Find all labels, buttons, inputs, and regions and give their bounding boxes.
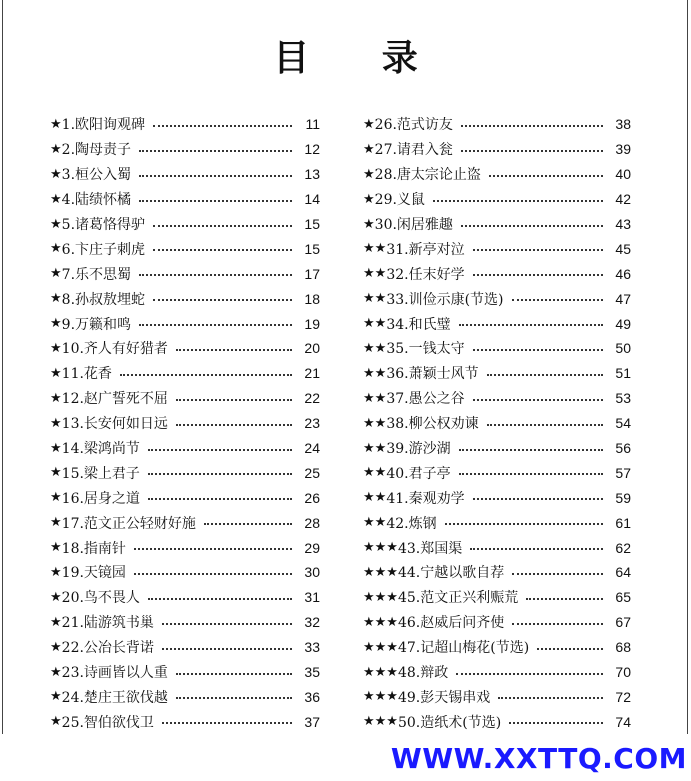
toc-entry — [50, 535, 320, 560]
difficulty-stars: ★★★ — [363, 714, 398, 730]
dot-leader — [487, 423, 603, 426]
dot-leader — [148, 448, 292, 451]
toc-entry-title: 4.陆绩怀橘 — [61, 192, 132, 209]
dot-leader — [162, 622, 292, 625]
difficulty-stars: ★ — [363, 216, 375, 232]
toc-page-number: 57 — [615, 464, 631, 481]
toc-entry — [50, 660, 320, 685]
toc-entry — [50, 460, 320, 485]
dot-leader — [176, 423, 292, 426]
toc-entry-title: 5.诸葛恪得驴 — [61, 217, 146, 233]
dot-leader — [148, 472, 292, 475]
toc-page-number: 50 — [615, 340, 631, 357]
difficulty-stars: ★ — [50, 216, 62, 232]
difficulty-stars: ★★ — [363, 440, 387, 456]
difficulty-stars: ★ — [50, 166, 62, 182]
toc-entry-title: 13.长安何如日远 — [61, 416, 168, 433]
dot-leader — [139, 273, 292, 276]
dot-leader — [473, 273, 603, 276]
toc-page-number: 38 — [615, 116, 631, 133]
toc-entry-title: 14.梁鸿尚节 — [61, 441, 140, 458]
toc-entry — [363, 535, 631, 560]
toc-entry — [50, 485, 320, 510]
dot-leader — [461, 124, 603, 127]
dot-leader — [459, 472, 603, 475]
dot-leader — [120, 373, 292, 376]
difficulty-stars: ★ — [50, 639, 62, 655]
toc-entry-title: 29.义鼠 — [374, 192, 425, 209]
toc-entry — [363, 709, 631, 734]
difficulty-stars: ★ — [50, 465, 62, 481]
difficulty-stars: ★★ — [363, 515, 387, 531]
dot-leader — [473, 348, 603, 351]
toc-entry-title: 37.愚公之谷 — [386, 391, 465, 408]
dot-leader — [139, 199, 292, 202]
dot-leader — [512, 622, 603, 625]
toc-entry — [50, 436, 320, 461]
dot-leader — [509, 721, 603, 724]
dot-leader — [162, 647, 292, 650]
toc-entry — [50, 137, 320, 162]
toc-page-number: 70 — [615, 664, 631, 681]
toc-entry — [363, 261, 631, 286]
toc-entry — [363, 336, 631, 361]
toc-page-number: 54 — [615, 415, 631, 432]
toc-entry — [363, 660, 631, 685]
toc-entry-title: 6.卞庄子刺虎 — [61, 241, 146, 258]
toc-page-number: 23 — [304, 415, 320, 432]
toc-entry-title: 10.齐人有好猎者 — [61, 341, 168, 358]
dot-leader — [461, 224, 603, 227]
dot-leader — [459, 448, 603, 451]
toc-entry-title: 19.天镜园 — [61, 565, 126, 582]
toc-entry-title: 2.陶母责子 — [61, 142, 132, 159]
toc-page-number: 15 — [304, 216, 320, 232]
dot-leader — [537, 647, 603, 650]
toc-entry-title: 26.范式访友 — [374, 117, 453, 134]
toc-page-number: 22 — [304, 390, 320, 407]
site-watermark: WWW.XXTTQ.COM — [390, 742, 687, 775]
difficulty-stars: ★★★ — [363, 564, 398, 580]
toc-entry — [363, 137, 631, 162]
toc-entry — [50, 610, 320, 635]
difficulty-stars: ★ — [50, 316, 62, 332]
toc-entry-title: 31.新亭对泣 — [386, 241, 465, 258]
difficulty-stars: ★★ — [363, 465, 387, 481]
toc-entry-title: 48.辩政 — [397, 665, 449, 682]
toc-entry — [50, 560, 320, 585]
toc-entry — [50, 361, 320, 386]
toc-entry-title: 27.请君入瓮 — [374, 142, 453, 159]
toc-entry — [363, 112, 631, 137]
toc-entry — [363, 311, 631, 336]
toc-entry-title: 41.秦观劝学 — [386, 490, 465, 507]
toc-page-number: 18 — [304, 290, 320, 307]
toc-left-column — [50, 112, 320, 734]
toc-entry — [50, 311, 320, 336]
dot-leader — [498, 696, 603, 699]
difficulty-stars: ★ — [50, 440, 62, 456]
toc-page-number: 56 — [615, 440, 631, 457]
toc-entry-title: 42.炼钢 — [386, 515, 437, 532]
toc-entry-title: 22.公冶长背诺 — [61, 640, 154, 657]
toc-entry — [50, 585, 320, 610]
toc-entry-title: 32.任末好学 — [386, 266, 465, 283]
toc-page-number: 65 — [615, 589, 631, 606]
toc-entry-title: 45.范文正兴利赈荒 — [397, 590, 519, 607]
toc-entry — [363, 162, 631, 187]
toc-entry — [363, 610, 631, 635]
dot-leader — [473, 497, 603, 500]
toc-entry — [363, 485, 631, 510]
dot-leader — [153, 248, 292, 251]
difficulty-stars: ★ — [50, 340, 62, 356]
toc-entry — [50, 286, 320, 311]
toc-page-number: 61 — [615, 514, 631, 531]
toc-page-number: 28 — [304, 514, 320, 531]
difficulty-stars: ★★★ — [363, 589, 398, 605]
dot-leader — [526, 597, 603, 600]
toc-entry — [363, 635, 631, 660]
dot-leader — [487, 373, 603, 376]
dot-leader — [473, 398, 603, 401]
toc-entry — [363, 585, 631, 610]
toc-page-number: 15 — [304, 240, 320, 257]
dot-leader — [139, 174, 292, 177]
difficulty-stars: ★★ — [363, 316, 387, 332]
dot-leader — [148, 497, 292, 500]
difficulty-stars: ★ — [50, 266, 62, 282]
difficulty-stars: ★ — [50, 141, 62, 157]
difficulty-stars: ★ — [363, 166, 375, 182]
toc-page-number: 72 — [615, 688, 631, 705]
toc-entry-title: 20.鸟不畏人 — [61, 590, 140, 607]
toc-entry-title: 34.和氏璧 — [386, 316, 451, 333]
dot-leader — [433, 199, 603, 202]
toc-entry — [363, 187, 631, 212]
toc-entry — [363, 560, 631, 585]
difficulty-stars: ★★ — [363, 490, 387, 506]
difficulty-stars: ★ — [363, 141, 375, 157]
toc-entry — [363, 460, 631, 485]
dot-leader — [162, 721, 292, 724]
difficulty-stars: ★★★ — [363, 689, 398, 705]
difficulty-stars: ★ — [50, 515, 62, 531]
dot-leader — [153, 124, 292, 127]
dot-leader — [139, 323, 292, 326]
toc-entry-title: 44.宁越以歌自荐 — [397, 565, 505, 582]
difficulty-stars: ★ — [50, 564, 62, 580]
toc-page-number: 31 — [304, 589, 320, 606]
difficulty-stars: ★ — [363, 191, 375, 207]
toc-page-number: 45 — [615, 240, 631, 257]
toc-entry — [50, 162, 320, 187]
toc-page-number: 13 — [304, 166, 320, 183]
toc-entry — [50, 261, 320, 286]
toc-entry-title: 16.居身之道 — [61, 490, 140, 507]
difficulty-stars: ★★★ — [363, 639, 398, 655]
difficulty-stars: ★ — [50, 614, 62, 630]
toc-page-number: 14 — [304, 191, 320, 208]
toc-entry — [363, 236, 631, 261]
toc-page-number: 67 — [615, 614, 631, 631]
dot-leader — [176, 672, 292, 675]
toc-entry — [50, 411, 320, 436]
toc-entry-title: 39.游沙湖 — [386, 441, 451, 458]
toc-entry — [50, 386, 320, 411]
dot-leader — [148, 597, 292, 600]
dot-leader — [153, 224, 292, 227]
toc-page-number: 29 — [304, 539, 320, 556]
toc-page-number: 30 — [304, 564, 320, 581]
difficulty-stars: ★★ — [363, 266, 387, 282]
toc-page-number: 33 — [304, 639, 320, 656]
dot-leader — [489, 174, 603, 177]
difficulty-stars: ★★ — [363, 291, 387, 307]
toc-page-number: 40 — [615, 166, 631, 183]
toc-entry-title: 33.训俭示康(节选) — [386, 291, 504, 308]
dot-leader — [134, 572, 292, 575]
toc-page-number: 26 — [304, 489, 320, 506]
toc-entry-title: 47.记超山梅花(节选) — [397, 640, 530, 657]
toc-entry — [363, 411, 631, 436]
toc-page-number: 68 — [615, 639, 631, 656]
toc-entry-title: 38.柳公权劝谏 — [386, 416, 479, 433]
toc-page-number: 74 — [615, 713, 631, 730]
toc-entry-title: 9.万籁和鸣 — [61, 316, 132, 333]
dot-leader — [139, 149, 292, 152]
toc-page-number: 47 — [615, 290, 631, 307]
dot-leader — [512, 298, 603, 301]
difficulty-stars: ★ — [50, 689, 62, 705]
toc-entry — [363, 510, 631, 535]
toc-entry-title: 40.君子亭 — [386, 465, 451, 482]
toc-page-number: 37 — [304, 713, 320, 730]
toc-page-number: 21 — [304, 365, 320, 382]
toc-entry — [50, 212, 320, 237]
toc-entry — [50, 236, 320, 261]
toc-page-number: 25 — [304, 464, 320, 481]
toc-page-number: 12 — [304, 141, 320, 158]
toc-page-number: 19 — [304, 315, 320, 332]
difficulty-stars: ★ — [50, 365, 62, 381]
dot-leader — [153, 298, 292, 301]
toc-entry-title: 43.郑国渠 — [397, 540, 463, 557]
toc-page-number: 35 — [304, 664, 320, 681]
difficulty-stars: ★ — [363, 116, 375, 132]
toc-page-number: 43 — [615, 216, 631, 232]
toc-page-number: 49 — [615, 315, 631, 332]
toc-entry-title: 35.一钱太守 — [386, 341, 465, 358]
difficulty-stars: ★ — [50, 291, 62, 307]
difficulty-stars: ★★ — [363, 415, 387, 431]
toc-entry-title: 3.桓公入蜀 — [61, 167, 132, 184]
toc-entry — [363, 361, 631, 386]
page-title: 目 录 — [273, 38, 448, 79]
toc-entry-title: 49.彭天锡串戏 — [397, 689, 491, 706]
toc-page-number: 39 — [615, 141, 631, 158]
dot-leader — [470, 547, 603, 550]
dot-leader — [461, 149, 603, 152]
dot-leader — [176, 348, 292, 351]
toc-entry-title: 28.唐太宗论止盗 — [374, 167, 481, 184]
dot-leader — [134, 547, 292, 550]
toc-page-number: 64 — [615, 564, 631, 581]
toc-entry-title: 15.梁上君子 — [61, 465, 140, 482]
toc-entry — [50, 336, 320, 361]
toc-entry-title: 23.诗画皆以人重 — [61, 665, 168, 682]
toc-entry-title: 17.范文正公轻财好施 — [61, 515, 196, 532]
toc-page-number: 51 — [615, 365, 631, 382]
toc-page-number: 46 — [615, 265, 631, 282]
toc-entry — [50, 684, 320, 709]
toc-entry-title: 8.孙叔敖埋蛇 — [61, 291, 146, 308]
toc-entry — [363, 286, 631, 311]
toc-page-number: 53 — [615, 390, 631, 407]
difficulty-stars: ★ — [50, 390, 62, 406]
dot-leader — [176, 696, 292, 699]
toc-page-number: 42 — [615, 191, 631, 208]
toc-entry-title: 18.指南针 — [61, 540, 126, 557]
toc-entry-title: 1.欧阳询观碑 — [61, 117, 146, 134]
difficulty-stars: ★ — [50, 415, 62, 431]
toc-entry-title: 12.赵广誓死不屈 — [61, 391, 168, 408]
toc-entry-title: 7.乐不思蜀 — [61, 266, 132, 283]
toc-entry-title: 25.智伯欲伐卫 — [61, 714, 154, 731]
toc-page-number: 17 — [304, 265, 320, 282]
difficulty-stars: ★ — [50, 116, 62, 132]
difficulty-stars: ★ — [50, 664, 62, 680]
toc-entry — [50, 709, 320, 734]
difficulty-stars: ★★ — [363, 390, 387, 406]
toc-page-number: 20 — [304, 340, 320, 357]
toc-entry — [363, 386, 631, 411]
dot-leader — [456, 672, 603, 675]
toc-entry — [363, 436, 631, 461]
toc-page-number: 36 — [304, 688, 320, 705]
toc-entry-title: 46.赵威后问齐使 — [397, 615, 505, 632]
difficulty-stars: ★ — [50, 589, 62, 605]
difficulty-stars: ★★★ — [363, 664, 398, 680]
difficulty-stars: ★ — [50, 714, 62, 730]
dot-leader — [204, 522, 292, 525]
toc-entry — [363, 212, 631, 237]
toc-entry-title: 30.闲居雅趣 — [374, 217, 453, 233]
dot-leader — [459, 323, 603, 326]
toc-entry-title: 50.造纸术(节选) — [397, 714, 502, 731]
difficulty-stars: ★ — [50, 191, 62, 207]
toc-entry — [50, 635, 320, 660]
toc-entry — [50, 112, 320, 137]
toc-right-column — [363, 112, 631, 734]
toc-page-number: 32 — [304, 614, 320, 631]
difficulty-stars: ★ — [50, 241, 62, 257]
difficulty-stars: ★ — [50, 540, 62, 556]
difficulty-stars: ★★ — [363, 340, 387, 356]
toc-entry — [50, 510, 320, 535]
toc-entry-title: 11.花香 — [61, 366, 112, 383]
difficulty-stars: ★ — [50, 490, 62, 506]
toc-page-number: 11 — [305, 116, 320, 133]
toc-page-number: 59 — [615, 489, 631, 506]
difficulty-stars: ★★★ — [363, 540, 398, 556]
toc-entry — [363, 684, 631, 709]
toc-entry-title: 36.萧颖士风节 — [386, 366, 479, 383]
dot-leader — [176, 398, 292, 401]
dot-leader — [473, 248, 603, 251]
toc-entry — [50, 187, 320, 212]
dot-leader — [512, 572, 603, 575]
dot-leader — [445, 522, 603, 525]
difficulty-stars: ★★★ — [363, 614, 398, 630]
difficulty-stars: ★★ — [363, 241, 387, 257]
toc-entry-title: 24.楚庄王欲伐越 — [61, 689, 168, 706]
toc-entry-title: 21.陆游筑书巢 — [61, 615, 154, 632]
toc-page-number: 62 — [615, 539, 631, 556]
toc-page-number: 24 — [304, 440, 320, 457]
difficulty-stars: ★★ — [363, 365, 387, 381]
